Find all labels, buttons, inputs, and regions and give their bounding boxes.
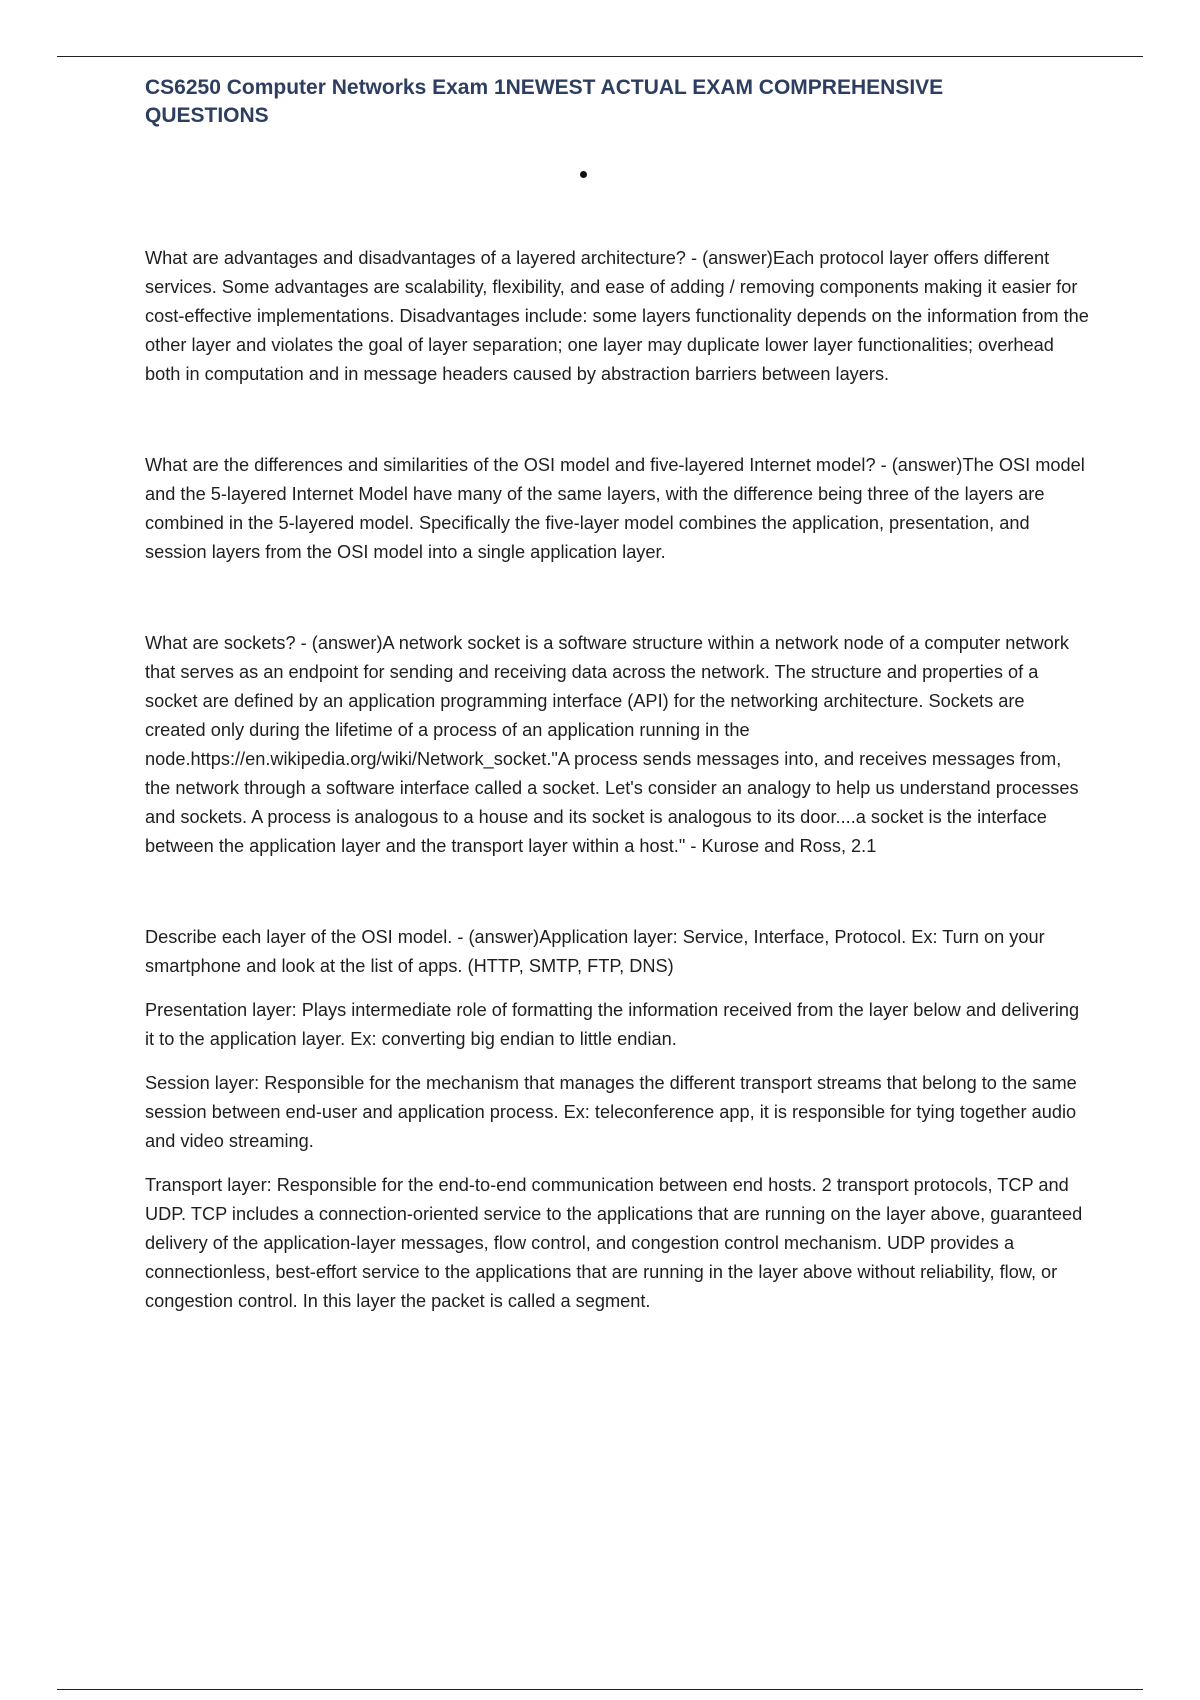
top-divider bbox=[57, 56, 1143, 57]
bullet-dot bbox=[580, 171, 587, 178]
osi-session-layer: Session layer: Responsible for the mechanism that manages the different transport streams that belong to the same session between end-user and application process. Ex: teleconference app, it is responsible for tying together audio and video streaming. bbox=[145, 1073, 1077, 1151]
qa-layered-architecture: What are advantages and disadvantages of a layered architecture? - (answer)Each protocol layer offers different services. Some advantages are scalability, flexibility, and ease of adding / removing components making it easier for cost-effective implementations. Disadvantages include: some layers functionality depends on the information from the other layer and violates the goal of layer separation; one layer may duplicate lower layer functionalities; overhead both in computation and in message headers caused by abstraction barriers between layers. bbox=[145, 248, 1089, 384]
document-body bbox=[145, 244, 1090, 1316]
bottom-divider bbox=[57, 1689, 1143, 1690]
document-title: CS6250 Computer Networks Exam 1NEWEST ACTUAL EXAM COMPREHENSIVE QUESTIONS bbox=[145, 76, 944, 127]
qa-sockets: What are sockets? - (answer)A network socket is a software structure within a network node of a computer network that serves as an endpoint for sending and receiving data across the network. The structure and properties of a socket are defined by an application programming interface (API) for the networking architecture. Sockets are created only during the lifetime of a process of an application running in the node.https://en.wikipedia.org/wiki/Network_socket."A process sends messages into, and receives messages from, the network through a software interface called a socket. Let's consider an analogy to help us understand processes and sockets. A process is analogous to a house and its socket is analogous to its door....a socket is the interface between the application layer and the transport layer within a host." - Kurose and Ross, 2.1 bbox=[145, 633, 1079, 856]
qa-osi-vs-internet-model: What are the differences and similarities of the OSI model and five-layered Internet model? - (answer)The OSI model and the 5-layered Internet Model have many of the same layers, with the difference being three of the layers are combined in the 5-layered model. Specifically the five-layer model combines the application, presentation, and session layers from the OSI model into a single application layer. bbox=[145, 455, 1085, 562]
qa-osi-layers-application: Describe each layer of the OSI model. - (answer)Application layer: Service, Interface, Protocol. Ex: Turn on your smartphone and look at the list of apps. (HTTP, SMTP, FTP, DNS) bbox=[145, 927, 1045, 976]
osi-transport-layer: Transport layer: Responsible for the end-to-end communication between end hosts. 2 transport protocols, TCP and UDP. TCP includes a connection-oriented service to the applications that are running on the layer above, guaranteed delivery of the application-layer messages, flow control, and congestion control mechanism. UDP provides a connectionless, best-effort service to the applications that are running in the layer above without reliability, flow, or congestion control. In this layer the packet is called a segment. bbox=[145, 1175, 1083, 1311]
osi-presentation-layer: Presentation layer: Plays intermediate role of formatting the information received from the layer below and delivering it to the application layer. Ex: converting big endian to little endian. bbox=[145, 1000, 1080, 1049]
